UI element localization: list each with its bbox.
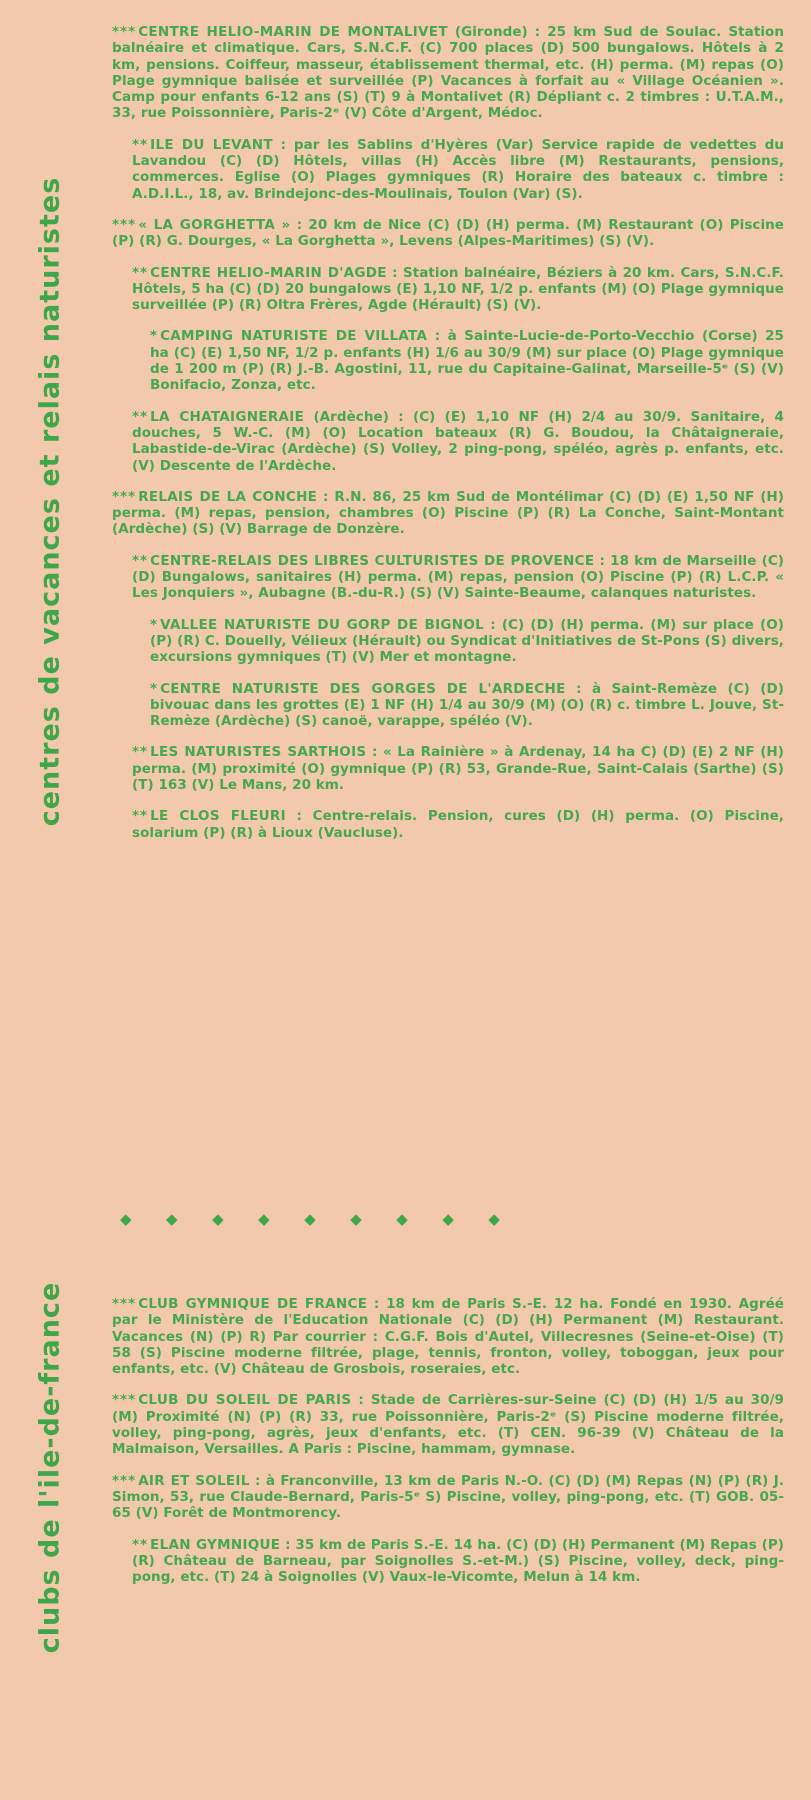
entry: [112, 217, 784, 250]
diamond-icon: ◆: [166, 1210, 178, 1228]
diamond-icon: ◆: [212, 1210, 224, 1228]
entry-name: LE CLOS FLEURI: [150, 808, 286, 825]
entry-stars: ***: [112, 1296, 137, 1312]
entry-name: CLUB GYMNIQUE DE FRANCE: [138, 1296, 368, 1312]
entry: [112, 1537, 784, 1586]
entry-description: : Centre-relais. Pension, cures (D) (H) perma. (O) Piscine, solarium (P) (R) à Lioux (Vaucluse).: [132, 808, 784, 841]
entry-stars: *: [150, 680, 159, 697]
entry-name: CENTRE HELIO-MARIN DE MONTALIVET: [138, 24, 448, 40]
entry-stars: **: [132, 1536, 149, 1553]
entry-name: VALLEE NATURISTE DU GORP DE BIGNOL: [160, 616, 485, 633]
entry: [112, 681, 784, 730]
entry: [112, 137, 784, 202]
entry-name: LES NATURISTES SARTHOIS: [150, 744, 367, 761]
entry: [112, 617, 784, 666]
entry-stars: **: [132, 408, 149, 425]
entry: [112, 265, 784, 314]
entry: [112, 1473, 784, 1522]
entry: [112, 328, 784, 393]
entry-stars: ***: [112, 1472, 137, 1489]
entry-description: : R.N. 86, 25 km Sud de Montélimar (C) (D) (E) 1,50 NF (H) perma. (M) repas, pension, chambres (O) Piscine (P) (R) La Conche, Saint-Montant (Ardèche) (S) (V) Barrage de Donzère.: [112, 488, 784, 538]
diamond-divider: [120, 1210, 500, 1228]
entry-name: CENTRE HELIO-MARIN D'AGDE: [150, 264, 387, 281]
diamond-icon: ◆: [350, 1210, 362, 1228]
entry-stars: **: [132, 264, 149, 281]
side-title-clubs: clubs de l'ile-de-france: [34, 1281, 66, 1654]
clubs-entries-list: [112, 1296, 784, 1600]
entry-description: : 18 km de Paris S.-E. 12 ha. Fondé en 1930. Agréé par le Ministère de l'Education Nationale (C) (D) (H) Permanent (M) Restaurant. Vacances (N) (P) R) Par courrier : C.G.F. Bois d'Autel, Villecresnes (Seine-et-Oise) (T) 58 (S) Piscine moderne filtrée, plage, tennis, fronton, volley, toboggan, jeux pour enfants, etc. (V) Château de Grosbois, roseraies, etc.: [112, 1296, 784, 1378]
entry-stars: **: [132, 552, 149, 569]
diamond-icon: ◆: [442, 1210, 454, 1228]
entry: [112, 553, 784, 602]
entry-description: : à Franconville, 13 km de Paris N.-O. (C) (D) (M) Repas (N) (P) (R) J. Simon, 53, rue Claude-Bernard, Paris-5ᵉ S) Piscine, volley, ping-pong, etc. (T) GOB. 05-65 (V) Forêt de Montmorency.: [112, 1472, 784, 1522]
diamond-icon: ◆: [304, 1210, 316, 1228]
entry-stars: **: [132, 744, 149, 761]
entry-name: ILE DU LEVANT: [150, 136, 273, 153]
entry-stars: **: [132, 136, 149, 153]
entry-name: CLUB DU SOLEIL DE PARIS: [138, 1392, 352, 1409]
entry-stars: ***: [112, 488, 137, 505]
entry-name: ELAN GYMNIQUE: [150, 1536, 281, 1553]
entry: [112, 409, 784, 474]
entry-stars: ***: [112, 216, 137, 233]
entry: [112, 1392, 784, 1457]
entry-name: CENTRE NATURISTE DES GORGES DE L'ARDECHE: [160, 680, 566, 697]
diamond-icon: ◆: [488, 1210, 500, 1228]
entry: [112, 489, 784, 538]
entry-stars: ***: [112, 24, 137, 40]
entry-name: AIR ET SOLEIL: [138, 1472, 250, 1489]
entry: [112, 24, 784, 122]
entry-name: LA CHATAIGNERAIE: [150, 408, 305, 425]
vacances-entries-list: [112, 24, 784, 856]
diamond-icon: ◆: [258, 1210, 270, 1228]
entry-description: : Stade de Carrières-sur-Seine (C) (D) (H) 1/5 au 30/9 (M) Proximité (N) (P) (R) 33, rue Poissonnière, Paris-2ᵉ (S) Piscine moderne filtrée, volley, ping-pong, agrès, jeux d'enfants, etc. (T) CEN. 96-39 (V) Château de la Malmaison, Versailles. A Paris : Piscine, hammam, gymnase.: [112, 1392, 784, 1458]
entry-description: : à Sainte-Lucie-de-Porto-Vecchio (Corse) 25 ha (C) (E) 1,50 NF, 1/2 p. enfants (H) 1/6 au 30/9 (M) sur place (O) Plage gymnique de 1 200 m (P) (R) J.-B. Agostini, 11, rue du Capitaine-Galinat, Marseille-5ᵉ (S) (V) Bonifacio, Zonza, etc.: [150, 328, 784, 394]
entry-stars: *: [150, 616, 159, 633]
entry-description: : (C) (D) (H) perma. (M) sur place (O) (P) (R) C. Douelly, Vélieux (Hérault) ou Syndicat d'Initiatives de St-Pons (S) divers, excursions gymniques (T) (V) Mer et montagne.: [150, 616, 784, 666]
entry-description: : 18 km de Marseille (C) (D) Bungalows, sanitaires (H) perma. (M) repas, pension (O) Piscine (P) (R) L.C.P. « Les Jonquiers », Aubagne (B.-du-R.) (S) (V) Sainte-Beaume, calanques naturistes.: [132, 552, 784, 602]
entry: [112, 744, 784, 793]
entry-name: « LA GORGHETTA »: [138, 216, 291, 233]
entry-stars: **: [132, 808, 149, 825]
entry-name: CENTRE-RELAIS DES LIBRES CULTURISTES DE PROVENCE: [150, 552, 595, 569]
entry-stars: ***: [112, 1392, 137, 1409]
entry-description: : 20 km de Nice (C) (D) (H) perma. (M) Restaurant (O) Piscine (P) (R) G. Dourges, « La Gorghetta », Levens (Alpes-Maritimes) (S) (V).: [112, 216, 785, 250]
entry-name: CAMPING NATURISTE DE VILLATA: [160, 328, 428, 345]
entry: [112, 1296, 784, 1377]
entry-description: : « La Rainière » à Ardenay, 14 ha C) (D) (E) 2 NF (H) perma. (M) proximité (O) gymnique (P) (R) 53, Grande-Rue, Saint-Calais (Sarthe) (S) (T) 163 (V) Le Mans, 20 km.: [132, 744, 784, 793]
diamond-icon: ◆: [396, 1210, 408, 1228]
entry-description: : à Saint-Remèze (C) (D) bivouac dans les grottes (E) 1 NF (H) 1/4 au 30/9 (M) (O) (R) c. timbre L. Jouve, St-Remèze (Ardèche) (S) canoë, varappe, spéléo (V).: [150, 680, 784, 730]
entry-description: : par les Sablins d'Hyères (Var) Service rapide de vedettes du Lavandou (C) (D) Hôtels, villas (H) Accès libre (M) Restaurants, pensions, commerces. Eglise (O) Plages gymniques (R) Horaire des bateaux c. timbre : A.D.I.L., 18, av. Brindejonc-des-Moulinais, Toulon (Var) (S).: [132, 136, 784, 202]
entry-stars: *: [150, 328, 159, 345]
side-title-vacances: centres de vacances et relais naturistes: [34, 176, 66, 827]
entry: [112, 808, 784, 841]
entry-description: (Ardèche) : (C) (E) 1,10 NF (H) 2/4 au 30/9. Sanitaire, 4 douches, 5 W.-C. (M) (O) Location bateaux (R) G. Boudou, la Châtaigneraie, Labastide-de-Virac (Ardèche) (S) Volley, 2 ping-pong, spéléo, agrès p. enfants, etc. (V) Descente de l'Ardèche.: [132, 408, 784, 474]
entry-description: : Station balnéaire, Béziers à 20 km. Cars, S.N.C.F. Hôtels, 5 ha (C) (D) 20 bungalows (E) 1,10 NF, 1/2 p. enfants (M) (O) Plage gymnique surveillée (P) (R) Oltra Frères, Agde (Hérault) (S) (V).: [132, 264, 784, 314]
diamond-icon: ◆: [120, 1210, 132, 1228]
entry-description: : 35 km de Paris S.-E. 14 ha. (C) (D) (H) Permanent (M) Repas (P) (R) Château de Barneau, par Soignolles S.-et-M.) (S) Piscine, volley, deck, ping-pong, etc. (T) 24 à Soignolles (V) Vaux-le-Vicomte, Melun à 14 km.: [132, 1536, 784, 1586]
entry-description: (Gironde) : 25 km Sud de Soulac. Station balnéaire et climatique. Cars, S.N.C.F. (C) 700 places (D) 500 bungalows. Hôtels à 2 km, pensions. Coiffeur, masseur, établissement thermal, etc. (H) perma. (M) repas (O) Plage gymnique balisée et surveillée (P) Vacances à forfait au « Village Océanien ». Camp pour enfants 6-12 ans (S) (T) 9 à Montalivet (R) Dépliant c. 2 timbres : U.T.A.M., 33, rue Poissonnière, Paris-2ᵉ (V) Côte d'Argent, Médoc.: [112, 24, 784, 122]
entry-name: RELAIS DE LA CONCHE: [138, 488, 318, 505]
